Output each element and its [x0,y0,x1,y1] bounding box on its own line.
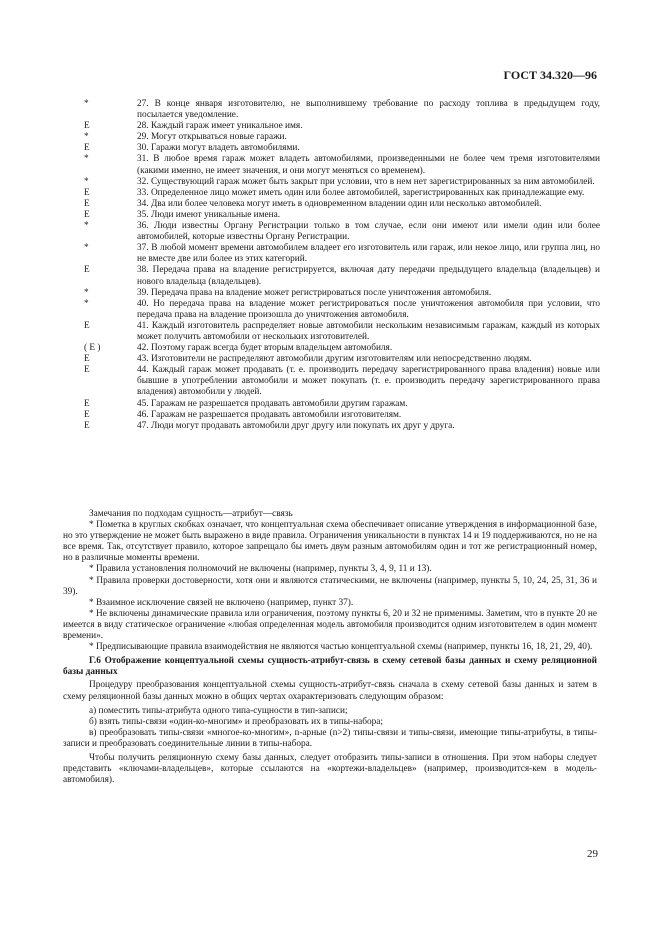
rule-text: 44. Каждый гараж может продавать (т. е. производить передачу зарегистрированного права владения) новые или бывшие в употреблении автомобили и может покупать (т. е. производить передачу зарегистрированного права владения) автомобили у людей. [137,365,600,398]
rule-marker: E [84,209,90,220]
body-text [63,509,597,786]
rule-text: 28. Каждый гараж имеет уникальное имя. [137,121,303,132]
rule-item [60,154,600,176]
rule-item [60,143,600,154]
rule-item [60,410,600,421]
rule-text: 35. Люди имеют уникальные имена. [137,209,281,220]
remark-paragraph: * Правила установления полномочий не включены (например, пункты 3, 4, 9, 11 и 13). [89,564,432,575]
rule-marker: * [84,99,89,109]
rule-item [60,288,600,299]
rule-marker: E [84,187,90,198]
remark-paragraph: * Предписывающие правила взаимодействия не являются частью концептуальной схемы (например, пункты 16, 18, 21, 29, 40). [89,642,593,653]
section-heading: Г.6 Отображение концептуальной схемы сущность-атрибут-связь в схему сетевой базы данных и схему реляционной базы данных [63,656,597,678]
document-header: ГОСТ 34.320—96 [503,68,597,82]
rule-item [60,399,600,410]
rule-marker: ( E ) [84,343,101,354]
rule-item [60,365,600,398]
rule-marker: E [84,143,90,154]
rule-text: 32. Существующий гараж может быть закрыт при условии, что в нем нет зарегистрированных за ним автомобилей. [137,176,595,187]
rule-marker: E [84,320,90,331]
rule-item [60,199,600,210]
rule-text: 27. В конце января изготовителю, не выполнившему требование по расходу топлива в предыдущем году, посылается уведомление. [137,99,600,121]
rule-marker: * [84,221,89,232]
rule-item [60,299,600,321]
closing-paragraph: Чтобы получить реляционную схему базы данных, следует отобразить типы-записи в отношения. При этом наборы следует представить «ключами-владельцев», которые ссылаются на «кортежи-владельцев» (например, производится-кем в модель-автомобиля). [63,752,597,786]
rule-item [60,121,600,132]
rule-marker: E [84,409,90,420]
intro-paragraph: Процедуру преобразования концептуальной схемы сущность-атрибут-связь сначала в схему сетевой базы данных и затем в схему реляционной базы данных можно в общих чертах охарактеризовать следующим образом: [63,680,597,702]
remark-paragraph: * Взаимное исключение связей не включено (например, пункт 37). [89,597,354,608]
rule-item [60,343,600,354]
rule-marker: * [84,132,89,143]
remarks-title: Замечания по подходам сущность—атрибут—связь [89,509,293,519]
rule-item [60,99,600,121]
rule-item [60,177,600,188]
rule-marker: * [84,243,89,254]
rule-text: 31. В любое время гараж может владеть автомобилями, произведенными не более чем тремя изготовителями (какими именно, не имеет значения, и они могут меняться со временем). [137,154,600,176]
rule-item [60,321,600,343]
rule-text: 47. Люди могут продавать автомобили друг другу или покупать их друг у друга. [137,420,455,431]
rule-marker: E [84,420,90,431]
rule-text: 45. Гаражам не разрешается продавать автомобили другим гаражам. [137,398,408,409]
step-item: в) преобразовать типы-связи «многое-ко-многим», n-арные (n>2) типы-связи и типы-связи, имеющие типы-атрибуты, в типы-записи и преобразовать соединительные линии в типы-набора. [63,727,597,749]
rule-text: 36. Люди известны Органу Регистрации только в том случае, если они имеют или имели один или более автомобилей, которые известны Органу Регистрации. [137,221,600,243]
rule-marker: * [84,287,89,298]
rule-text: 39. Передача права на владение может регистрироваться после уничтожения автомобиля. [137,287,492,298]
rule-item [60,421,600,432]
rule-text: 29. Могут открываться новые гаражи. [137,132,287,143]
rule-marker: E [84,365,90,376]
rule-marker: * [84,154,89,165]
remark-paragraph: * Правила проверки достоверности, хотя они и являются статическими, не включены (например, пункты 5, 10, 24, 25, 31, 36 и 39). [63,575,597,597]
rule-item [60,210,600,221]
rule-item [60,354,600,365]
rule-item [60,243,600,265]
rule-marker: E [84,121,90,132]
rule-marker: E [84,265,90,276]
rule-text: 30. Гаражи могут владеть автомобилями. [137,143,300,154]
rule-text: 38. Передача права на владение регистрируется, включая дату передачи предыдущего владельца (владельцев) и нового владельца (владельцев). [137,265,600,287]
rule-item [60,265,600,287]
step-item: а) поместить типы-атрибута одного типа-сущности в тип-записи; [89,705,348,716]
rule-item [60,221,600,243]
step-item: б) взять типы-связи «один-ко-многим» и преобразовать их в типы-набора; [89,716,383,727]
rule-marker: E [84,398,90,409]
rule-text: 46. Гаражам не разрешается продавать автомобили изготовителям. [137,409,402,420]
rule-marker: * [84,298,89,309]
rule-marker: * [84,176,89,187]
rules-list [60,99,600,432]
rule-text: 34. Два или более человека могут иметь в одновременном владении один или несколько автомобилей. [137,198,542,209]
rule-marker: E [84,354,90,365]
rule-text: 42. Поэтому гараж всегда будет вторым владельцем автомобиля. [137,343,393,354]
rule-marker: E [84,198,90,209]
rule-text: 40. Но передача права на владение может регистрироваться после уничтожения автомобиля при условии, что передача права на владение произошла до уничтожения автомобиля. [137,298,600,320]
page-number: 29 [587,848,598,860]
rule-text: 37. В любой момент времени автомобилем владеет его изготовитель или гараж, или некое лицо, или группа лиц, но не вместе две или более из этих категорий. [137,243,600,265]
rule-item [60,132,600,143]
remark-paragraph: * Пометка в круглых скобках означает, что концептуальная схема обеспечивает описание утверждения в информационной базе, но это утверждение не может быть выражено в виде правила. Ограничения уникальности в пунктах 14 и 19 поддерживаются, но не на все время. Так, отсутствует правило, которое запрещало бы иметь двум разным автомобилям один и тот же регистрационный номер, но в различные моменты времени. [63,520,597,564]
rule-text: 33. Определенное лицо может иметь один или более автомобилей, зарегистрированных как принадлежащие ему. [137,187,585,198]
rule-text: 41. Каждый изготовитель распределяет новые автомобили нескольким независимым гаражам, каждый из которых может получить автомобили от нескольких изготовителей. [137,320,600,342]
remark-paragraph: * Не включены динамические правила или ограничения, поэтому пункты 6, 20 и 32 не применимы. Заметим, что в пункте 20 не имеется в виду статическое ограничение «любая определенная модель автомобиля производится одним изготовителем в один момент времени». [63,608,597,642]
rule-item [60,188,600,199]
rule-text: 43. Изготовители не распределяют автомобили другим изготовителям или непосредственно людям. [137,354,532,365]
